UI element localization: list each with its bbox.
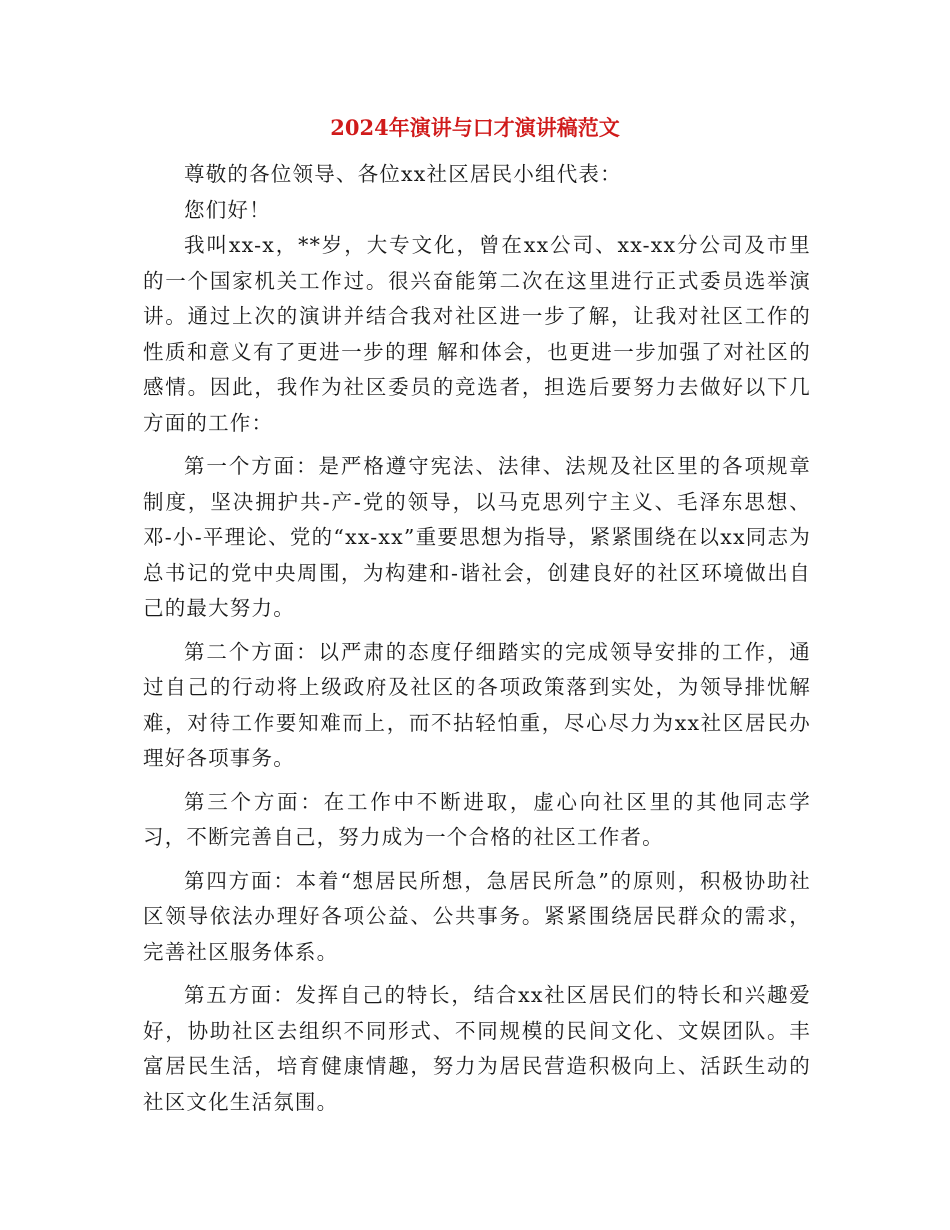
paragraph-greeting: 您们好！ bbox=[184, 197, 271, 222]
paragraph-salutation: 尊敬的各位领导、各位xx社区居民小组代表： bbox=[184, 162, 622, 186]
paragraph-aspect-5: 第五方面：发挥自己的特长，结合xx社区居民们的特长和兴趣爱好，协助社区去组织不同形式、不同规模的民间文化、文娱团队。丰富居民生活，培育健康情趣，努力为居民营造积极向上、活跃生动的社区文化生活氛围。 bbox=[143, 983, 811, 1114]
paragraph-introduction: 我叫xx-x，**岁，大专文化，曾在xx公司、xx-xx分公司及市里的一个国家机关工作过。很兴奋能第二次在这里进行正式委员选举演讲。通过上次的演讲并结合我对社区进一步了解，让我对社区工作的性质和意义有了更进一步的理 解和体会，也更进一步加强了对社区的感情。因此，我作为社区委员的竞选者，担选后要努力去做好以下几方面的工作： bbox=[143, 233, 811, 435]
paragraph-aspect-2: 第二个方面：以严肃的态度仔细踏实的完成领导安排的工作，通过自己的行动将上级政府及社区的各项政策落到实处，为领导排忧解难，对待工作要知难而上，而不拈轻怕重，尽心尽力为xx社区居民办理好各项事务。 bbox=[143, 639, 811, 770]
paragraph-aspect-1: 第一个方面：是严格遵守宪法、法律、法规及社区里的各项规章制度，坚决拥护共-产-党的领导，以马克思列宁主义、毛泽东思想、邓-小-平理论、党的“xx-xx”重要思想为指导，紧紧围绕在以xx同志为总书记的党中央周围，为构建和-谐社会，创建良好的社区环境做出自己的最大努力。 bbox=[143, 454, 811, 620]
paragraph-aspect-4: 第四方面：本着“想居民所想，急居民所急”的原则，积极协助社区领导依法办理好各项公益、公共事务。紧紧围绕居民群众的需求，完善社区服务体系。 bbox=[143, 868, 811, 964]
document-body bbox=[143, 157, 811, 1120]
paragraph-aspect-3: 第三个方面：在工作中不断进取，虚心向社区里的其他同志学习，不断完善自己，努力成为一个合格的社区工作者。 bbox=[143, 789, 811, 849]
document-title: 2024年演讲与口才演讲稿范文 bbox=[330, 115, 620, 140]
